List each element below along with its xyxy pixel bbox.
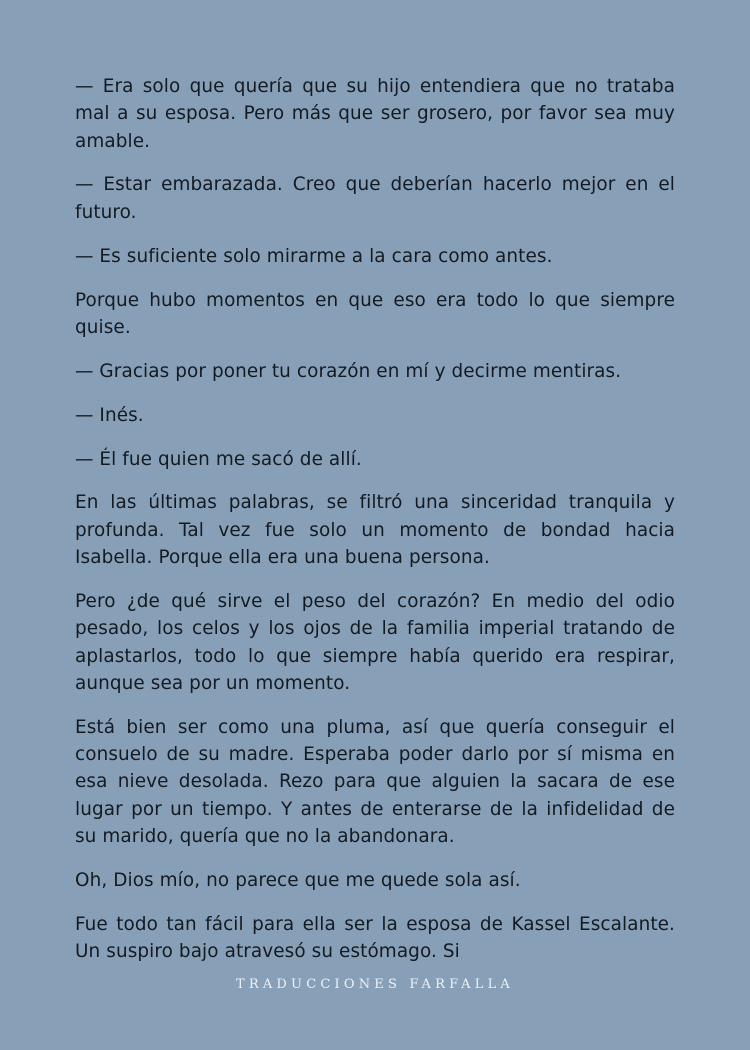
paragraph-12: Fue todo tan fácil para ella ser la esposa de Kassel Escalante. Un suspiro bajo atravesó su estómago. Si (75, 913, 675, 962)
paragraph-10: Está bien ser como una pluma, así que quería conseguir el consuelo de su madre. Esperaba poder darlo por sí misma en esa nieve desolada. Rezo para que alguien la sacara de ese lugar por un tiempo. Y antes de enterarse de la infidelidad de su marido, quería que no la abandonara. (75, 716, 675, 847)
paragraph-5: — Gracias por poner tu corazón en mí y decirme mentiras. (75, 360, 622, 382)
paragraph-4: Porque hubo momentos en que eso era todo lo que siempre quise. (75, 289, 675, 338)
page-body (75, 73, 675, 973)
paragraph-9: Pero ¿de qué sirve el peso del corazón? En medio del odio pesado, los celos y los ojos de la familia imperial tratando de aplastarlos, todo lo que siempre había querido era respirar, aunque sea por un momento. (75, 590, 675, 694)
paragraph-8: En las últimas palabras, se filtró una sinceridad tranquila y profunda. Tal vez fue solo un momento de bondad hacia Isabella. Porque ella era una buena persona. (75, 492, 675, 569)
paragraph-3: — Es suficiente solo mirarme a la cara como antes. (75, 245, 553, 267)
paragraph-7: — Él fue quien me sacó de allí. (75, 448, 362, 470)
paragraph-1: — Era solo que quería que su hijo entendiera que no trataba mal a su esposa. Pero más que ser grosero, por favor sea muy amable. (75, 76, 675, 152)
paragraph-11: Oh, Dios mío, no parece que me quede sola así. (75, 869, 521, 891)
paragraph-2: — Estar embarazada. Creo que deberían hacerlo mejor en el futuro. (75, 174, 675, 223)
footer-credit: TRADUCCIONES FARFALLA (235, 977, 514, 992)
paragraph-6: — Inés. (75, 404, 144, 426)
